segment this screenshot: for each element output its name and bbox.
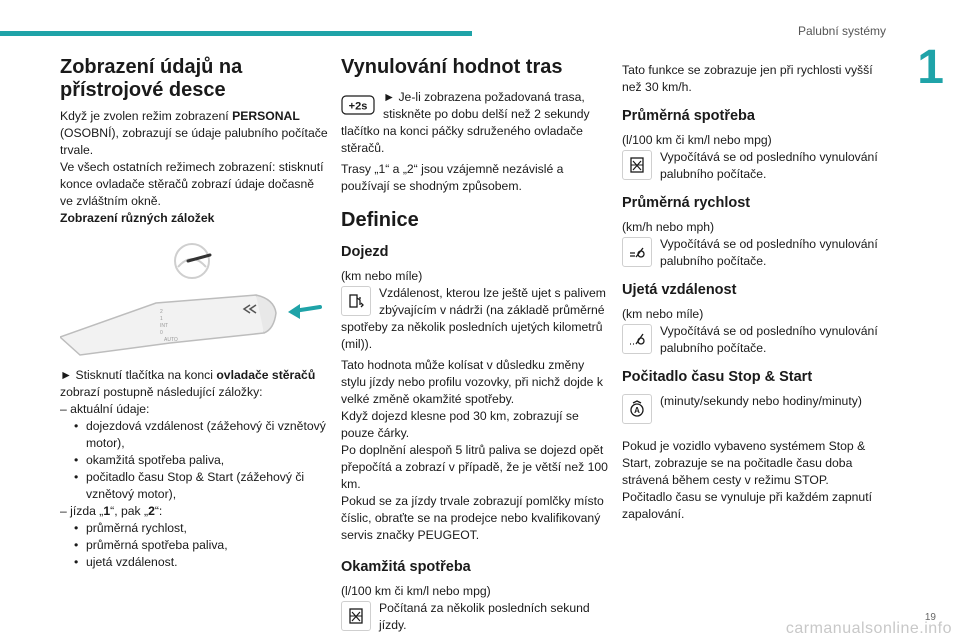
instant-definition: Počítaná za několik posledních sekund jízdy.: [341, 600, 609, 634]
heading-definitions: Definice: [341, 209, 419, 231]
avg-speed-definition: Vypočítává se od posledního vynulování palubního počítače.: [622, 236, 888, 270]
column-1: [60, 56, 328, 571]
list-item: • průměrná rychlost,: [74, 520, 328, 537]
wiper-stalk-illustration: [60, 243, 328, 367]
list-item: • dojezdová vzdálenost (zážehový či vznětový motor),: [74, 418, 328, 452]
column-3: [622, 56, 888, 523]
svg-text:+2s: +2s: [348, 100, 368, 113]
speed-icon: [622, 237, 652, 267]
range-paragraph: Když dojezd klesne pod 30 km, zobrazují se pouze čárky.: [341, 409, 579, 440]
distance-definition: Vypočítává se od posledního vynulování palubního počítače.: [622, 323, 888, 357]
range-unit: (km nebo míle): [341, 269, 423, 283]
list-current-label: – aktuální údaje:: [60, 402, 150, 416]
subheading-tabs: Zobrazení různých záložek: [60, 211, 215, 225]
range-paragraph: Pokud se za jízdy trvale zobrazují pomlčky místo číslic, obraťte se na prodejce nebo kvalifikovaný servis značky PEUGEOT.: [341, 494, 604, 542]
reset-instruction: +2s ► Je-li zobrazena požadovaná trasa, stiskněte po dobu delší než 2 sekundy tlačítko na konci páčky sdruženého ovladače stěračů.: [341, 90, 590, 155]
svg-text:A: A: [634, 406, 640, 415]
stop-start-paragraph: Pokud je vozidlo vybaveno systémem Stop & Start, zobrazuje se na počitadle času doba strávená během cesty v režimu STOP.: [622, 439, 866, 487]
trips-independent: Trasy „1“ a „2“ jsou vzájemně nezávislé a používají se shodným způsobem.: [341, 162, 564, 193]
section-title: Palubní systémy: [797, 24, 886, 38]
list-trip-label: – jízda „1“, pak „2“:: [60, 504, 163, 518]
heading-instant-consumption: Okamžitá spotřeba: [341, 559, 471, 575]
avg-speed-unit: (km/h nebo mph): [622, 220, 715, 234]
stalk-position-label: 2: [160, 309, 163, 315]
chapter-number: 1: [917, 41, 944, 94]
heading-dashboard-display: Zobrazení údajů na přístrojové desce: [60, 56, 243, 101]
list-item: • počitadlo času Stop & Start (zážehový či vznětový motor),: [74, 469, 328, 503]
range-paragraph: Po doplnění alespoň 5 litrů paliva se dojezd opět přepočítá a zobrazí v případě, že je větší než 100 km.: [341, 443, 608, 491]
stop-start-paragraph: Počitadlo času se vynuluje při každém zapnutí zapalování.: [622, 490, 872, 521]
range-paragraph: Tato hodnota může kolísat v důsledku změny stylu jízdy nebo profilu vozovky, při nichž dojde k velké změně okamžité spotřeby.: [341, 358, 603, 406]
stalk-position-label: AUTO: [164, 337, 178, 343]
heading-average-consumption: Průměrná spotřeba: [622, 108, 755, 124]
distance-unit: (km nebo míle): [622, 307, 704, 321]
distance-icon: [622, 324, 652, 354]
watermark-text: carmanualsonline.info: [785, 620, 952, 637]
header-accent-bar: [0, 31, 472, 36]
stalk-position-label: 0: [160, 330, 163, 336]
instant-unit: (l/100 km či km/l nebo mpg): [341, 584, 491, 598]
consumption-icon: [622, 150, 652, 180]
stalk-position-label: 1: [160, 316, 163, 322]
speed-note: Tato funkce se zobrazuje jen při rychlosti vyšší než 30 km/h.: [622, 63, 873, 94]
column-2: [341, 56, 609, 638]
list-item: • okamžitá spotřeba paliva,: [74, 452, 328, 469]
page-number: 19: [924, 612, 936, 623]
reset-2s-icon: [341, 90, 375, 120]
heading-range: Dojezd: [341, 244, 389, 260]
consumption-icon: [341, 601, 371, 631]
avg-consumption-unit: (l/100 km či km/l nebo mpg): [622, 133, 772, 147]
heading-average-speed: Průměrná rychlost: [622, 195, 751, 211]
paragraph-other-modes: Ve všech ostatních režimech zobrazení: stisknutí konce ovladače stěračů zobrazí údaje dočasně ve zvláštním okně.: [60, 160, 324, 208]
list-item: • průměrná spotřeba paliva,: [74, 537, 328, 554]
step-press-stalk: ► Stisknutí tlačítka na konci ovladače stěračů zobrazí postupně následující záložky:: [60, 368, 316, 399]
stalk-position-label: INT: [160, 323, 169, 329]
avg-consumption-definition: Vypočítává se od posledního vynulování palubního počítače.: [622, 149, 888, 183]
heading-distance: Ujetá vzdálenost: [622, 282, 737, 298]
stop-start-definition: A (minuty/sekundy nebo hodiny/minuty): [622, 393, 888, 410]
stop-start-icon: [622, 394, 652, 424]
heading-stop-start-timer: Počitadlo času Stop & Start: [622, 369, 813, 385]
heading-reset-trips: Vynulování hodnot tras: [341, 56, 563, 78]
intro-paragraph: Když je zvolen režim zobrazení PERSONAL (OSOBNÍ), zobrazují se údaje palubního počítače trvale.: [60, 109, 328, 157]
fuel-pump-icon: [341, 286, 371, 316]
range-definition: Vzdálenost, kterou lze ještě ujet s palivem zbývajícím v nádrži (na základě průměrné spotřeby za několik posledních ujetých kilometrů (mil)).: [341, 286, 606, 351]
list-item: • ujetá vzdálenost.: [74, 554, 328, 571]
